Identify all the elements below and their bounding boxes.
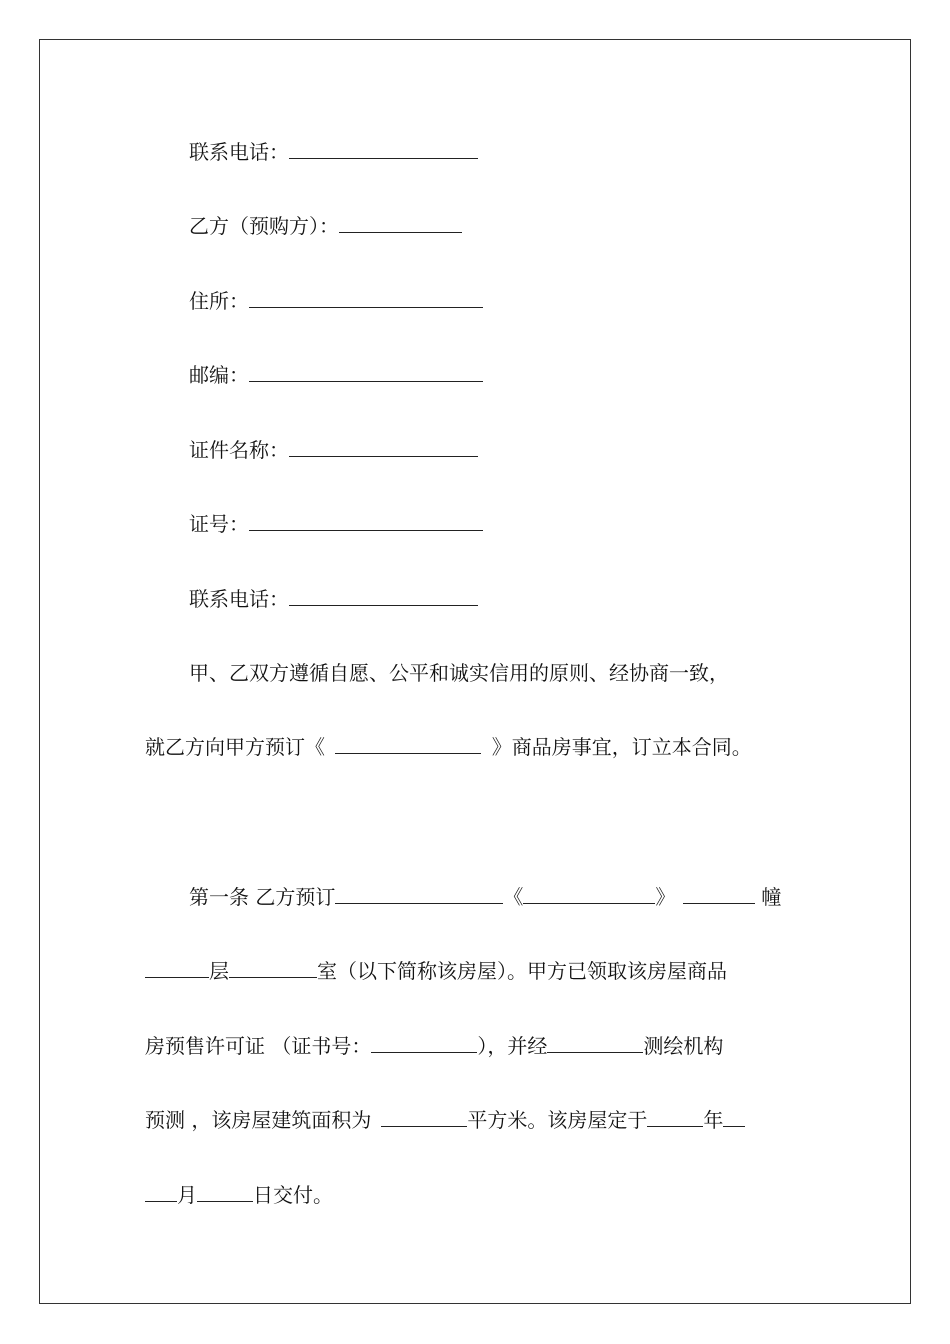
month-unit: 月 — [177, 1183, 197, 1207]
area-blank[interactable] — [381, 1108, 467, 1127]
party-b-address-blank[interactable] — [249, 289, 483, 308]
survey-agency-blank[interactable] — [547, 1034, 643, 1053]
month-blank-start[interactable] — [723, 1108, 745, 1127]
party-b-address-label: 住所： — [189, 289, 249, 313]
party-b-phone-blank[interactable] — [289, 587, 478, 606]
survey-text: 测绘机构 — [643, 1034, 724, 1058]
area-unit-text: 平方米。该房屋定于 — [467, 1108, 648, 1132]
party-b-id-type-row — [189, 437, 478, 463]
preamble-line-2-start: 就乙方向甲方预订《 — [145, 735, 325, 759]
party-b-name-blank[interactable] — [339, 214, 462, 233]
party-b-phone-label: 联系电话： — [189, 587, 289, 611]
party-b-id-type-blank[interactable] — [289, 438, 478, 457]
building-blank[interactable] — [683, 885, 755, 904]
seller-blank[interactable] — [335, 885, 503, 904]
party-a-phone-label: 联系电话： — [189, 140, 289, 164]
project-blank[interactable] — [523, 885, 655, 904]
permit-text: 房预售许可证 （证书号： — [145, 1034, 372, 1058]
permit-close-text: ），并经 — [477, 1034, 548, 1058]
party-b-address-row — [189, 288, 483, 314]
preamble-line-2-end: 》商品房事宜，订立本合同。 — [491, 735, 752, 759]
party-b-name-label: 乙方（预购方）： — [189, 214, 339, 238]
open-book-mark: 《 — [503, 885, 524, 909]
article-1-line-3 — [145, 1033, 723, 1059]
article-1-line-4 — [145, 1107, 745, 1133]
floor-unit: 层 — [209, 959, 229, 983]
close-book-mark: 》 — [655, 885, 676, 909]
project-name-blank[interactable] — [335, 735, 481, 754]
party-b-id-number-label: 证号： — [189, 512, 249, 536]
party-b-id-number-blank[interactable] — [249, 512, 483, 531]
preamble-line-2 — [145, 734, 752, 760]
year-unit: 年 — [703, 1108, 724, 1132]
party-b-postcode-blank[interactable] — [249, 363, 483, 382]
measure-text: 预测 ，该房屋建筑面积为 — [145, 1108, 372, 1132]
article-1-heading: 第一条 乙方预订 — [189, 885, 336, 909]
party-b-id-number-row — [189, 511, 483, 537]
party-b-phone-row — [189, 586, 478, 612]
article-1-line-2 — [145, 958, 727, 984]
party-a-phone-row — [189, 139, 478, 165]
room-blank[interactable] — [229, 959, 317, 978]
article-1-line-1 — [189, 884, 781, 910]
article-1-line-5 — [145, 1182, 333, 1208]
party-a-phone-blank[interactable] — [289, 140, 478, 159]
preamble-line-1: 甲、乙双方遵循自愿、公平和诚实信用的原则、经协商一致， — [189, 661, 729, 685]
party-b-postcode-label: 邮编： — [189, 363, 249, 387]
floor-blank[interactable] — [145, 959, 209, 978]
building-unit: 幢 — [761, 885, 782, 909]
party-b-name-row — [189, 213, 462, 239]
day-text: 日交付。 — [253, 1183, 333, 1207]
party-b-id-type-label: 证件名称： — [189, 438, 289, 462]
party-b-postcode-row — [189, 362, 483, 388]
permit-number-blank[interactable] — [371, 1034, 477, 1053]
room-text: 室（以下简称该房屋）。甲方已领取该房屋商品 — [317, 959, 727, 983]
year-blank[interactable] — [647, 1108, 703, 1127]
month-blank-end[interactable] — [145, 1183, 177, 1202]
day-blank[interactable] — [197, 1183, 253, 1202]
